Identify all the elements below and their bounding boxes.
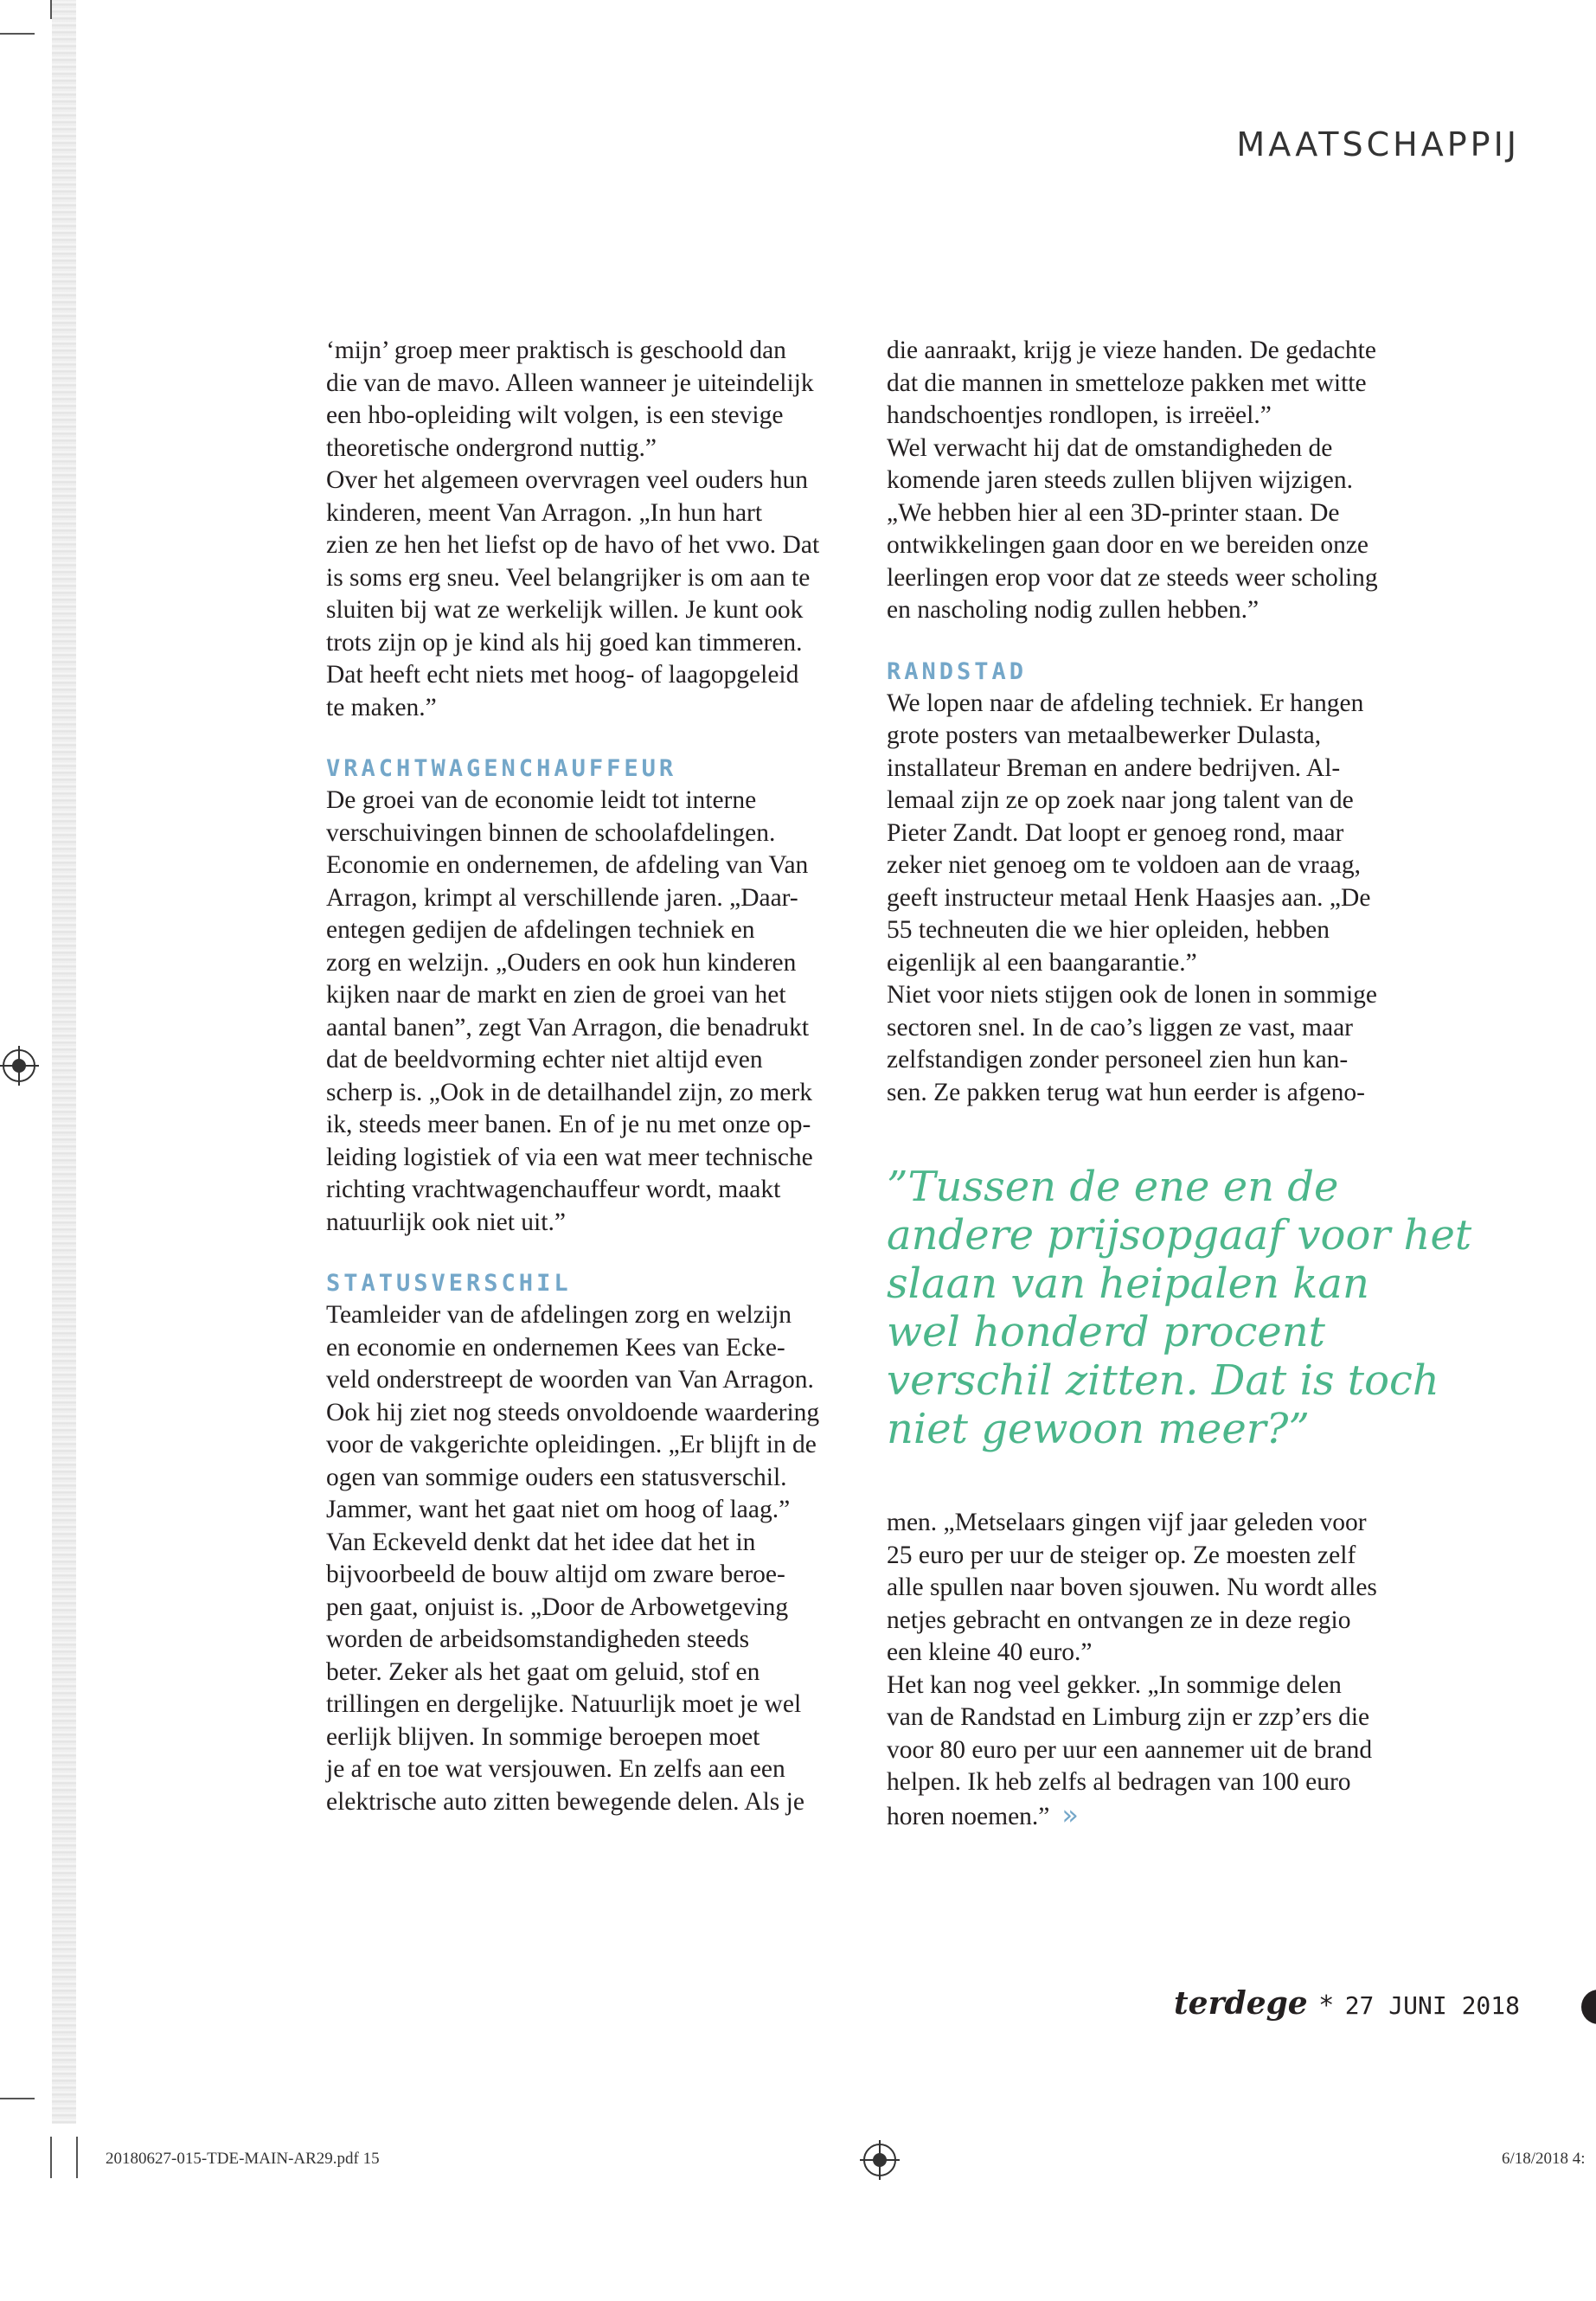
text-line: netjes gebracht en ontvangen ze in deze regio	[887, 1606, 1351, 1634]
text-line: leiding logistiek of via een wat meer technische	[326, 1143, 813, 1171]
text-line: kijken naar de markt en zien de groei van het	[326, 981, 786, 1009]
text-line: Over het algemeen overvragen veel ouders hun	[326, 466, 808, 494]
quote-line: ”Tussen de ene en de	[887, 1163, 1339, 1211]
text-line: Teamleider van de afdelingen zorg en welzijn	[326, 1301, 792, 1329]
text-line: helpen. Ik heb zelfs al bedragen van 100 euro	[887, 1768, 1351, 1796]
text-line: dat die mannen in smetteloze pakken met witte	[887, 369, 1367, 397]
left-column	[326, 335, 854, 1818]
text-line: voor de vakgerichte opleidingen. „Er blijft in de	[326, 1431, 817, 1458]
left-intro-paragraph	[326, 335, 854, 724]
text-line: 55 techneuten die we hier opleiden, hebben	[887, 916, 1330, 944]
text-line: Het kan nog veel gekker. „In sommige delen	[887, 1670, 1342, 1699]
text-line: voor 80 euro per uur een aannemer uit de brand	[887, 1735, 1373, 1764]
text-line: ik, steeds meer banen. En of je nu met onze op-	[326, 1111, 811, 1138]
text-line: We lopen naar de afdeling techniek. Er hangen	[887, 689, 1364, 717]
text-line: entegen gedijen de afdelingen techniek en	[326, 916, 755, 944]
text-line: men. „Metselaars gingen vijf jaar geleden voor	[887, 1509, 1367, 1536]
quote-line: niet gewoon meer?”	[887, 1405, 1310, 1453]
right-column	[887, 335, 1472, 1833]
text-line: verschuivingen binnen de schoolafdelingen.	[326, 818, 776, 847]
text-line: geeft instructeur metaal Henk Haasjes aan. „De	[887, 883, 1371, 912]
text-line: Pieter Zandt. Dat loopt er genoeg rond, maar	[887, 818, 1344, 847]
text-line: natuurlijk ook niet uit.”	[326, 1208, 566, 1236]
text-line: pen gaat, onjuist is. „Door de Arbowetgeving	[326, 1593, 789, 1621]
pull-quote	[887, 1163, 1472, 1453]
subheading-statusverschil: STATUSVERSCHIL	[326, 1270, 572, 1297]
text-line: alle spullen naar boven sjouwen. Nu wordt alles	[887, 1574, 1377, 1601]
text-line: richting vrachtwagenchauffeur wordt, maakt	[326, 1176, 781, 1203]
crop-mark-top-vertical	[50, 0, 52, 19]
text-line: „We hebben hier al een 3D-printer staan. De	[887, 498, 1340, 527]
text-line: ‘mijn’ groep meer praktisch is geschoold dan	[326, 336, 786, 364]
text-line: sluiten bij wat ze werkelijk willen. Je kunt ook	[326, 596, 804, 624]
registration-mark-left	[3, 1049, 35, 1082]
text-line-last	[887, 1799, 1414, 1834]
text-line: zelfstandigen zonder personeel zien hun kan-	[887, 1046, 1349, 1074]
text-line: eigenlijk al een baangarantie.”	[887, 948, 1197, 977]
text-line: 25 euro per uur de steiger op. Ze moesten zelf	[887, 1541, 1356, 1569]
crop-mark-bottom-vertical-1	[50, 2137, 52, 2178]
print-slug-date: 6/18/2018 4:	[1502, 2150, 1586, 2168]
text-line: ogen van sommige ouders een statusverschil.	[326, 1463, 787, 1491]
crop-mark-bottom-left	[0, 2098, 35, 2099]
text-line: elektrische auto zitten bewegende delen. Als je	[326, 1787, 804, 1816]
text-line: dat de beeldvorming echter niet altijd even	[326, 1046, 763, 1074]
text-line: die van de mavo. Alleen wanneer je uiteindelijk	[326, 369, 814, 397]
registration-mark-bottom	[863, 2144, 896, 2176]
text-line: scherp is. „Ook in de detailhandel zijn, zo merk	[326, 1078, 812, 1106]
right-intro-paragraph	[887, 335, 1414, 627]
star-separator-icon: *	[1319, 1990, 1333, 2021]
right-body1-paragraph	[887, 688, 1414, 1110]
text-line: en nascholing nodig zullen hebben.”	[887, 596, 1259, 624]
text-line: zorg en welzijn. „Ouders en ook hun kinderen	[326, 948, 797, 977]
text-line: leerlingen erop voor dat ze steeds weer scholing	[887, 563, 1378, 592]
text-line: lemaal zijn ze op zoek naar jong talent van de	[887, 786, 1354, 814]
page-footer	[1174, 1985, 1520, 2022]
text-line: Economie en ondernemen, de afdeling van Van	[326, 851, 809, 879]
text-line: Niet voor niets stijgen ook de lonen in sommige	[887, 981, 1377, 1009]
text-line: handschoentjes rondlopen, is irreëel.”	[887, 401, 1272, 429]
subheading-vrachtwagenchauffeur: VRACHTWAGENCHAUFFEUR	[326, 755, 677, 782]
text-line: die aanraakt, krijg je vieze handen. De gedachte	[887, 336, 1376, 364]
subheading-randstad: RANDSTAD	[887, 657, 1028, 685]
text-line: komende jaren steeds zullen blijven wijzigen.	[887, 466, 1354, 494]
text-line: De groei van de economie leidt tot interne	[326, 786, 757, 814]
text-line: aantal banen”, zegt Van Arragon, die benadrukt	[326, 1013, 810, 1042]
issue-date: 27 JUNI 2018	[1344, 1991, 1520, 2020]
text-line: eerlijk blijven. In sommige beroepen moet	[326, 1722, 760, 1751]
print-slug-file: 20180627-015-TDE-MAIN-AR29.pdf 15	[106, 2150, 380, 2168]
text-line: een hbo-opleiding wilt volgen, is een stevige	[326, 401, 784, 429]
page-number-badge	[1581, 1990, 1596, 2024]
text-line: en economie en ondernemen Kees van Ecke-	[326, 1333, 785, 1362]
quote-line: verschil zitten. Dat is toch	[887, 1356, 1439, 1405]
text-line: Arragon, krimpt al verschillende jaren. „Daar-	[326, 883, 798, 912]
text-line: ontwikkelingen gaan door en we bereiden onze	[887, 531, 1369, 559]
text-line: trillingen en dergelijke. Natuurlijk moet je wel	[326, 1690, 802, 1718]
text-line: sen. Ze pakken terug wat hun eerder is afgeno-	[887, 1078, 1365, 1106]
text-line: Van Eckeveld denkt dat het idee dat het in	[326, 1528, 756, 1556]
text-line: is soms erg sneu. Veel belangrijker is om aan te	[326, 563, 811, 592]
left-body1-paragraph	[326, 785, 854, 1239]
scan-edge-strip	[52, 0, 76, 2124]
text-line: veld onderstreept de woorden van Van Arragon.	[326, 1366, 814, 1394]
last-line-text: horen noemen.”	[887, 1802, 1050, 1830]
text-line: grote posters van metaalbewerker Dulasta,	[887, 721, 1322, 749]
left-body2-paragraph	[326, 1299, 854, 1818]
text-line: kinderen, meent Van Arragon. „In hun hart	[326, 498, 763, 527]
text-line: bijvoorbeeld de bouw altijd om zware beroe-	[326, 1561, 785, 1588]
text-line: een kleine 40 euro.”	[887, 1638, 1093, 1666]
text-line: van de Randstad en Limburg zijn er zzp’ers die	[887, 1703, 1370, 1731]
text-line: beter. Zeker als het gaat om geluid, stof en	[326, 1657, 760, 1686]
continue-chevron-icon: »	[1061, 1798, 1072, 1831]
text-line: je af en toe wat versjouwen. En zelfs aan een	[326, 1755, 785, 1783]
text-line: Jammer, want het gaat niet om hoog of laag.”	[326, 1496, 791, 1523]
quote-line: slaan van heipalen kan	[887, 1259, 1369, 1308]
text-line: installateur Breman en andere bedrijven. Al-	[887, 753, 1341, 782]
crop-mark-top-left	[0, 33, 35, 35]
text-line: te maken.”	[326, 693, 437, 721]
text-line: Ook hij ziet nog steeds onvoldoende waardering	[326, 1398, 820, 1426]
quote-line: andere prijsopgaaf voor het	[887, 1211, 1472, 1259]
section-label: MAATSCHAPPIJ	[1236, 125, 1520, 163]
text-line: zeker niet genoeg om te voldoen aan de vraag,	[887, 851, 1361, 879]
text-line: sectoren snel. In de cao’s liggen ze vast, maar	[887, 1013, 1353, 1042]
crop-mark-bottom-vertical-2	[76, 2137, 78, 2178]
text-line: trots zijn op je kind als hij goed kan timmeren.	[326, 628, 803, 657]
magazine-brand: terdege	[1174, 1985, 1308, 2022]
right-body2-paragraph	[887, 1507, 1414, 1833]
quote-line: wel honderd procent	[887, 1308, 1325, 1356]
text-line: worden de arbeidsomstandigheden steeds	[326, 1625, 750, 1653]
text-line: Wel verwacht hij dat de omstandigheden de	[887, 433, 1333, 462]
text-line: theoretische ondergrond nuttig.”	[326, 433, 657, 462]
text-line: Dat heeft echt niets met hoog- of laagopgeleid	[326, 661, 799, 689]
text-line: zien ze hen het liefst op de havo of het vwo. Dat	[326, 531, 820, 559]
